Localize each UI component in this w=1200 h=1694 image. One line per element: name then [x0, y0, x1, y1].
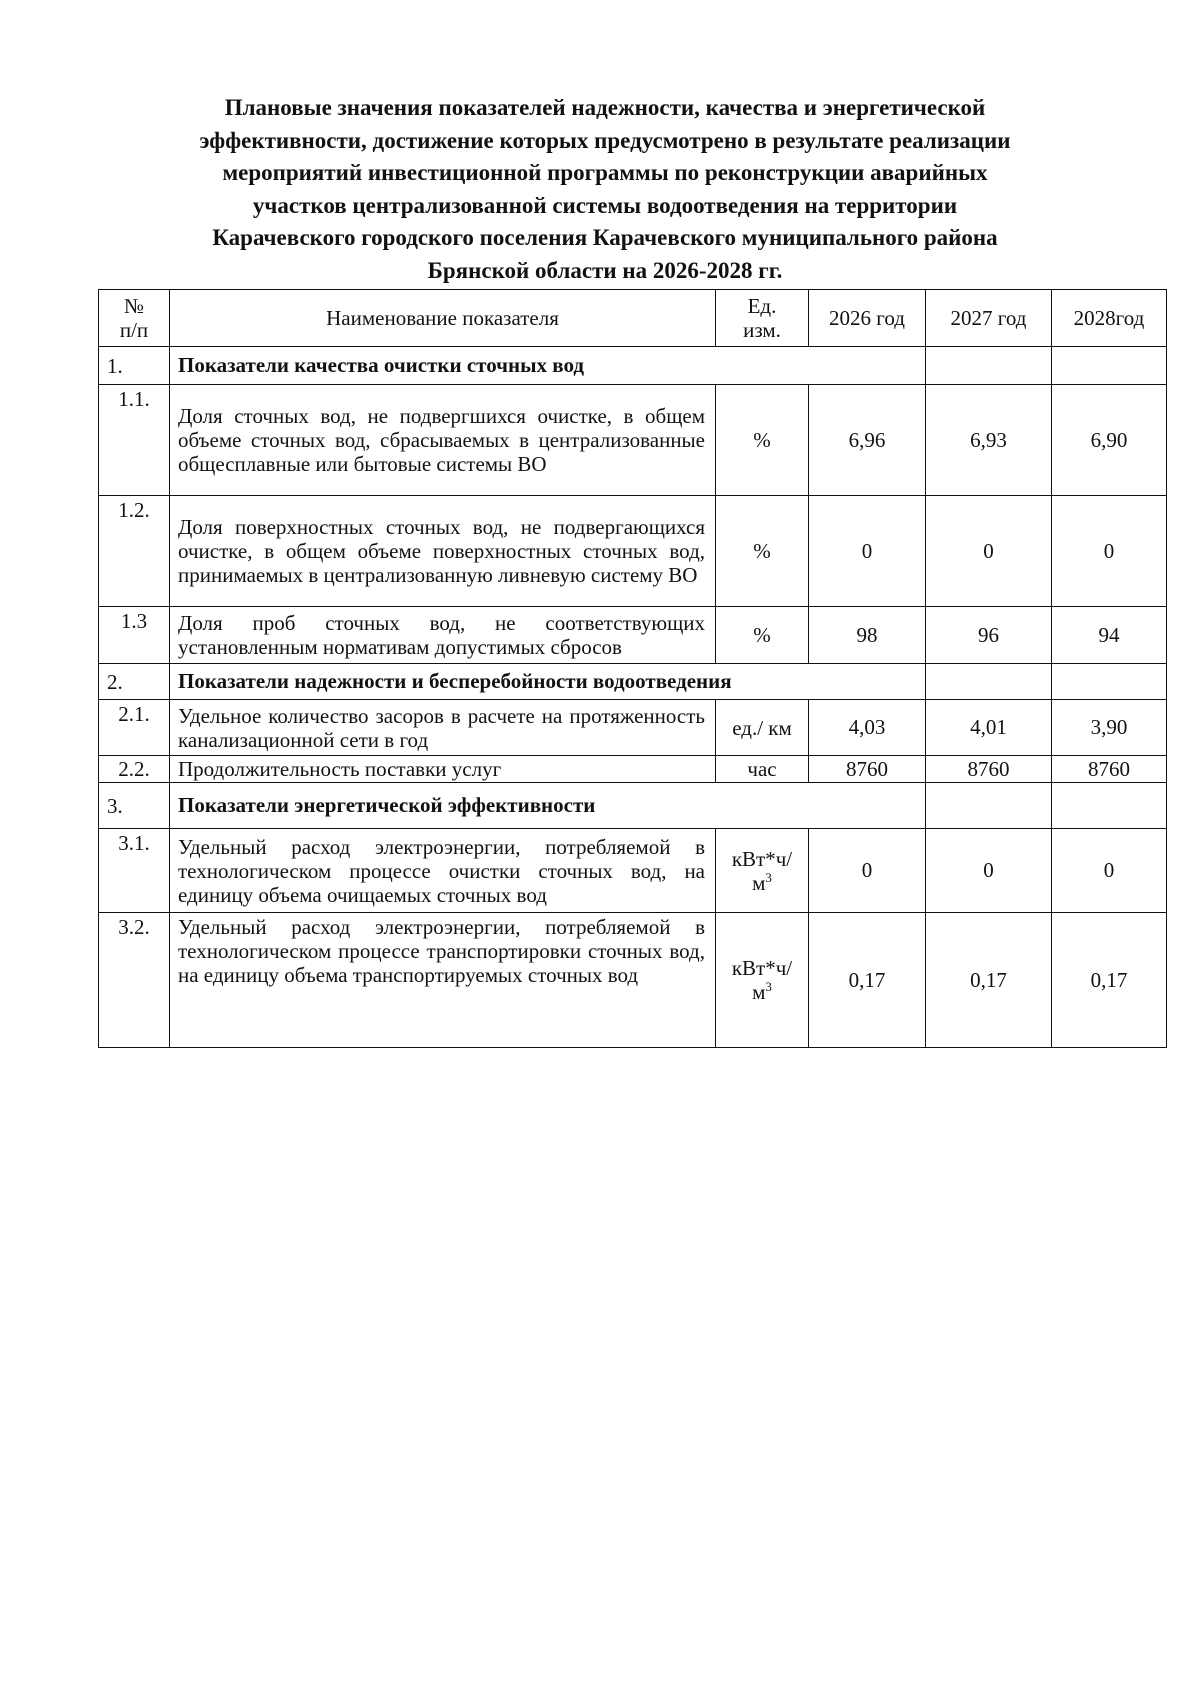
row-unit — [716, 913, 809, 1048]
row-value-2028: 0,17 — [1052, 913, 1167, 1048]
section-num: 1. — [99, 347, 170, 385]
section-title: Показатели качества очистки сточных вод — [170, 347, 926, 385]
row-value-2027: 0,17 — [926, 913, 1052, 1048]
row-value-2027: 8760 — [926, 756, 1052, 783]
unit-exponent: 3 — [765, 869, 772, 885]
row-num: 1.1. — [99, 385, 170, 496]
table-row — [99, 756, 1167, 783]
header-unit-line1: Ед. — [747, 294, 777, 318]
section-title: Показатели энергетической эффективности — [170, 783, 926, 829]
section-num: 2. — [99, 664, 170, 700]
header-unit-line2: изм. — [743, 318, 781, 342]
title-line: участков централизованной системы водоотведения на территории — [252, 192, 958, 218]
unit-line — [716, 871, 808, 895]
empty-cell — [926, 783, 1052, 829]
row-unit — [716, 829, 809, 913]
empty-cell — [1052, 783, 1167, 829]
title-line: мероприятий инвестиционной программы по реконструкции аварийных — [222, 160, 988, 185]
empty-cell — [926, 664, 1052, 700]
row-num: 1.2. — [99, 496, 170, 607]
document-title — [110, 92, 1100, 287]
section-num: 3. — [99, 783, 170, 829]
header-2026: 2026 год — [809, 290, 926, 347]
row-name: Удельный расход электроэнергии, потребляемой в технологическом процессе очистки сточных вод, на единицу объема очищаемых сточных вод — [170, 829, 716, 913]
row-value-2026: 6,96 — [809, 385, 926, 496]
row-name: Доля сточных вод, не подвергшихся очистке, в общем объеме сточных вод, сбрасываемых в централизованные общесплавные или бытовые системы ВО — [170, 385, 716, 496]
header-2027: 2027 год — [926, 290, 1052, 347]
section-row — [99, 347, 1167, 385]
title-line: Брянской области на 2026-2028 гг. — [427, 257, 783, 283]
row-value-2028: 3,90 — [1052, 700, 1167, 756]
header-num — [99, 290, 170, 347]
indicators-table — [98, 289, 1167, 1048]
row-unit: % — [716, 607, 809, 664]
empty-cell — [1052, 664, 1167, 700]
row-name: Удельный расход электроэнергии, потребляемой в технологическом процессе транспортировки сточных вод, на единицу объема транспортируемых сточных вод — [170, 913, 716, 1048]
row-num: 1.3 — [99, 607, 170, 664]
table-row — [99, 829, 1167, 913]
unit-base: м — [752, 870, 766, 895]
table-row — [99, 385, 1167, 496]
row-value-2027: 0 — [926, 496, 1052, 607]
row-value-2028: 0 — [1052, 829, 1167, 913]
unit-line — [716, 980, 808, 1004]
title-line: эффективности, достижение которых предусмотрено в результате реализации — [199, 127, 1011, 153]
row-num: 3.1. — [99, 829, 170, 913]
row-name: Продолжительность поставки услуг — [170, 756, 716, 783]
row-value-2026: 4,03 — [809, 700, 926, 756]
title-line: Карачевского городского поселения Карачевского муниципального района — [212, 225, 998, 250]
row-unit: % — [716, 496, 809, 607]
row-unit: % — [716, 385, 809, 496]
row-value-2026: 8760 — [809, 756, 926, 783]
row-value-2028: 8760 — [1052, 756, 1167, 783]
row-value-2027: 0 — [926, 829, 1052, 913]
table-row — [99, 913, 1167, 1048]
row-name: Доля проб сточных вод, не соответствующих установленным нормативам допустимых сбросов — [170, 607, 716, 664]
title-line: Плановые значения показателей надежности, качества и энергетической — [224, 95, 986, 120]
row-num: 2.2. — [99, 756, 170, 783]
header-2028: 2028год — [1052, 290, 1167, 347]
header-num-line1: № — [123, 294, 145, 318]
section-row — [99, 783, 1167, 829]
row-name: Доля поверхностных сточных вод, не подвергающихся очистке, в общем объеме поверхностных сточных вод, принимаемых в централизованную ливневую систему ВО — [170, 496, 716, 607]
header-num-line2: п/п — [119, 318, 149, 342]
row-value-2027: 4,01 — [926, 700, 1052, 756]
table-header-row — [99, 290, 1167, 347]
header-name: Наименование показателя — [170, 290, 716, 347]
row-value-2027: 6,93 — [926, 385, 1052, 496]
row-num: 3.2. — [99, 913, 170, 1048]
section-row — [99, 664, 1167, 700]
unit-line: кВт*ч/ — [731, 956, 793, 980]
row-value-2028: 94 — [1052, 607, 1167, 664]
row-value-2028: 0 — [1052, 496, 1167, 607]
unit-line: кВт*ч/ — [731, 846, 793, 871]
unit-exponent: 3 — [765, 979, 772, 994]
row-value-2026: 0 — [809, 496, 926, 607]
empty-cell — [1052, 347, 1167, 385]
row-value-2026: 0,17 — [809, 913, 926, 1048]
section-title: Показатели надежности и бесперебойности водоотведения — [170, 664, 926, 700]
table-row — [99, 700, 1167, 756]
row-name: Удельное количество засоров в расчете на протяженность канализационной сети в год — [170, 700, 716, 756]
header-unit — [716, 290, 809, 347]
row-value-2027: 96 — [926, 607, 1052, 664]
empty-cell — [926, 347, 1052, 385]
unit-base: м — [752, 980, 766, 1004]
row-value-2028: 6,90 — [1052, 385, 1167, 496]
table-row — [99, 496, 1167, 607]
row-unit: час — [716, 756, 809, 783]
row-value-2026: 0 — [809, 829, 926, 913]
row-value-2026: 98 — [809, 607, 926, 664]
row-num: 2.1. — [99, 700, 170, 756]
table-row — [99, 607, 1167, 664]
row-unit: ед./ км — [716, 700, 809, 756]
